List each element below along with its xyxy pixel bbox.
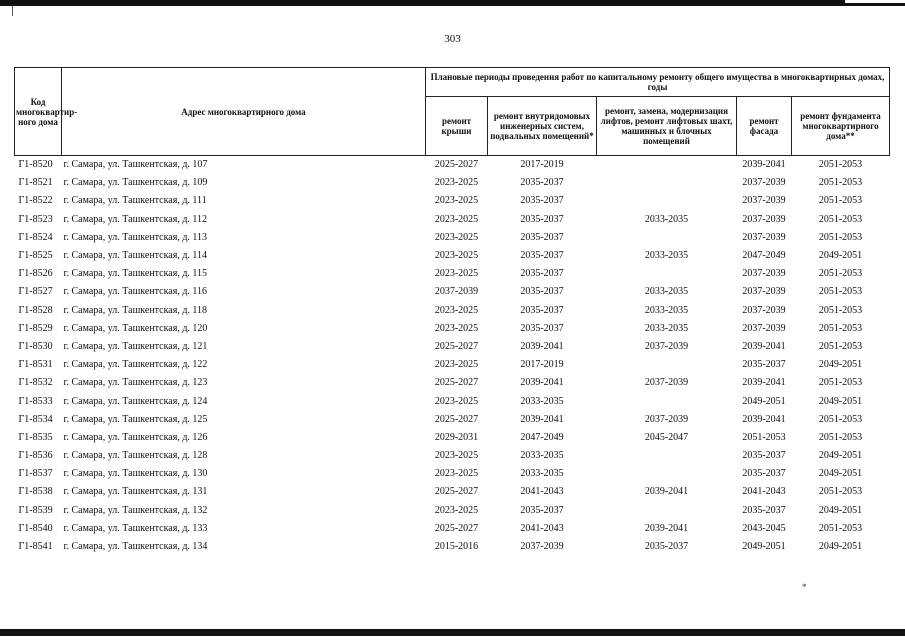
repair-schedule-table xyxy=(14,67,890,556)
scan-edge-tick xyxy=(12,6,13,16)
cell-foundation: 2051-2053 xyxy=(818,304,863,316)
cell-facade: 2037-2039 xyxy=(742,304,786,316)
cell-elevators: 2035-2037 xyxy=(644,541,689,553)
cell-foundation: 2051-2053 xyxy=(818,486,863,498)
header-roof: ремонт крыши xyxy=(426,97,488,156)
cell-foundation: 2051-2053 xyxy=(818,377,863,389)
cell-engineering: 2035-2037 xyxy=(520,195,564,207)
cell-code: Г1-8537 xyxy=(18,468,53,480)
cell-facade: 2047-2049 xyxy=(742,250,786,262)
table-row xyxy=(15,392,890,410)
table-row xyxy=(15,283,890,301)
cell-roof: 2025-2027 xyxy=(434,486,479,498)
cell-foundation: 2049-2051 xyxy=(818,541,863,553)
cell-facade: 2039-2041 xyxy=(742,340,786,352)
cell-facade: 2037-2039 xyxy=(742,322,786,334)
cell-address: г. Самара, ул. Ташкентская, д. 125 xyxy=(63,413,208,425)
cell-code: Г1-8533 xyxy=(18,395,53,407)
cell-engineering: 2035-2037 xyxy=(520,304,564,316)
cell-code: Г1-8523 xyxy=(18,213,53,225)
cell-address: г. Самара, ул. Ташкентская, д. 124 xyxy=(63,395,208,407)
page-number: 303 xyxy=(444,33,461,45)
cell-roof: 2025-2027 xyxy=(434,159,479,171)
cell-facade: 2043-2045 xyxy=(742,522,786,534)
cell-roof: 2023-2025 xyxy=(434,322,479,334)
cell-code: Г1-8530 xyxy=(18,340,53,352)
cell-engineering: 2035-2037 xyxy=(520,268,564,280)
cell-elevators: 2033-2035 xyxy=(644,250,689,262)
cell-address: г. Самара, ул. Ташкентская, д. 118 xyxy=(63,304,208,316)
table-row xyxy=(15,411,890,429)
table-header xyxy=(15,68,890,156)
cell-engineering: 2035-2037 xyxy=(520,213,564,225)
cell-address: г. Самара, ул. Ташкентская, д. 132 xyxy=(63,504,208,516)
cell-engineering: 2041-2043 xyxy=(520,486,564,498)
cell-code: Г1-8531 xyxy=(18,359,53,371)
cell-roof: 2023-2025 xyxy=(434,450,479,462)
cell-elevators: 2045-2047 xyxy=(644,431,689,443)
cell-elevators xyxy=(597,192,737,210)
cell-code: Г1-8521 xyxy=(18,177,53,189)
cell-engineering: 2035-2037 xyxy=(520,322,564,334)
header-code: Код многоквартир-ного дома xyxy=(15,68,62,156)
table-body xyxy=(15,156,890,557)
cell-facade: 2035-2037 xyxy=(742,504,786,516)
cell-roof: 2023-2025 xyxy=(434,268,479,280)
cell-elevators: 2037-2039 xyxy=(644,413,689,425)
cell-facade: 2035-2037 xyxy=(742,359,786,371)
cell-code: Г1-8525 xyxy=(18,250,53,262)
header-engineering: ремонт внутридомовых инженерных систем, подвальных помещений* xyxy=(488,97,597,156)
cell-roof: 2025-2027 xyxy=(434,522,479,534)
table-row xyxy=(15,247,890,265)
cell-address: г. Самара, ул. Ташкентская, д. 109 xyxy=(63,177,208,189)
table-row xyxy=(15,447,890,465)
cell-address: г. Самара, ул. Ташкентская, д. 130 xyxy=(63,468,208,480)
cell-address: г. Самара, ул. Ташкентская, д. 113 xyxy=(63,231,208,243)
cell-foundation: 2051-2053 xyxy=(818,522,863,534)
cell-elevators: 2037-2039 xyxy=(644,340,689,352)
cell-foundation: 2051-2053 xyxy=(818,195,863,207)
cell-foundation: 2051-2053 xyxy=(818,322,863,334)
cell-foundation: 2051-2053 xyxy=(818,413,863,425)
cell-foundation: 2051-2053 xyxy=(818,231,863,243)
stray-mark: * xyxy=(802,582,807,592)
cell-address: г. Самара, ул. Ташкентская, д. 120 xyxy=(63,322,208,334)
table-row xyxy=(15,483,890,501)
header-foundation: ремонт фундамента многоквартирного дома** xyxy=(792,97,890,156)
cell-facade: 2037-2039 xyxy=(742,286,786,298)
cell-facade: 2051-2053 xyxy=(742,431,786,443)
cell-address: г. Самара, ул. Ташкентская, д. 116 xyxy=(63,286,208,298)
cell-elevators: 2039-2041 xyxy=(644,522,689,534)
cell-foundation: 2049-2051 xyxy=(818,468,863,480)
table-row xyxy=(15,156,890,175)
header-facade: ремонт фасада xyxy=(737,97,792,156)
cell-foundation: 2051-2053 xyxy=(818,286,863,298)
cell-elevators xyxy=(597,156,737,175)
cell-elevators: 2037-2039 xyxy=(644,377,689,389)
cell-code: Г1-8540 xyxy=(18,522,53,534)
cell-address: г. Самара, ул. Ташкентская, д. 126 xyxy=(63,431,208,443)
table-row xyxy=(15,320,890,338)
cell-code: Г1-8522 xyxy=(18,195,53,207)
header-address: Адрес многоквартирного дома xyxy=(62,68,426,156)
table-row xyxy=(15,502,890,520)
cell-facade: 2037-2039 xyxy=(742,268,786,280)
cell-elevators xyxy=(597,392,737,410)
table-row xyxy=(15,465,890,483)
cell-engineering: 2033-2035 xyxy=(520,395,564,407)
cell-roof: 2023-2025 xyxy=(434,213,479,225)
cell-engineering: 2039-2041 xyxy=(520,340,564,352)
header-planned-periods: Плановые периоды проведения работ по капитальному ремонту общего имущества в многоквартирных домах, годы xyxy=(426,68,890,97)
cell-roof: 2023-2025 xyxy=(434,304,479,316)
cell-elevators: 2039-2041 xyxy=(644,486,689,498)
cell-roof: 2023-2025 xyxy=(434,395,479,407)
table-row xyxy=(15,356,890,374)
cell-elevators: 2033-2035 xyxy=(644,213,689,225)
cell-code: Г1-8524 xyxy=(18,231,53,243)
cell-facade: 2039-2041 xyxy=(742,413,786,425)
cell-code: Г1-8536 xyxy=(18,450,53,462)
table-row xyxy=(15,211,890,229)
cell-roof: 2025-2027 xyxy=(434,413,479,425)
cell-address: г. Самара, ул. Ташкентская, д. 111 xyxy=(63,195,207,207)
cell-code: Г1-8520 xyxy=(18,159,53,171)
cell-code: Г1-8539 xyxy=(18,504,53,516)
cell-code: Г1-8532 xyxy=(18,377,53,389)
cell-engineering: 2041-2043 xyxy=(520,522,564,534)
cell-roof: 2023-2025 xyxy=(434,359,479,371)
cell-roof: 2025-2027 xyxy=(434,340,479,352)
cell-roof: 2023-2025 xyxy=(434,195,479,207)
scan-border-top xyxy=(0,0,905,6)
table-row xyxy=(15,338,890,356)
cell-foundation: 2049-2051 xyxy=(818,359,863,371)
table-row xyxy=(15,192,890,210)
table-row xyxy=(15,174,890,192)
cell-engineering: 2035-2037 xyxy=(520,250,564,262)
cell-elevators: 2033-2035 xyxy=(644,286,689,298)
cell-facade: 2037-2039 xyxy=(742,195,786,207)
cell-foundation: 2051-2053 xyxy=(818,268,863,280)
cell-engineering: 2047-2049 xyxy=(520,431,564,443)
cell-roof: 2023-2025 xyxy=(434,177,479,189)
cell-address: г. Самара, ул. Ташкентская, д. 122 xyxy=(63,359,208,371)
cell-address: г. Самара, ул. Ташкентская, д. 128 xyxy=(63,450,208,462)
cell-engineering: 2033-2035 xyxy=(520,468,564,480)
cell-engineering: 2017-2019 xyxy=(520,159,564,171)
cell-code: Г1-8527 xyxy=(18,286,53,298)
cell-elevators xyxy=(597,465,737,483)
cell-elevators xyxy=(597,229,737,247)
cell-roof: 2023-2025 xyxy=(434,231,479,243)
cell-address: г. Самара, ул. Ташкентская, д. 131 xyxy=(63,486,208,498)
cell-roof: 2023-2025 xyxy=(434,250,479,262)
cell-facade: 2039-2041 xyxy=(742,377,786,389)
cell-foundation: 2051-2053 xyxy=(818,431,863,443)
table-row xyxy=(15,265,890,283)
cell-engineering: 2035-2037 xyxy=(520,504,564,516)
cell-code: Г1-8528 xyxy=(18,304,53,316)
cell-facade: 2037-2039 xyxy=(742,231,786,243)
cell-roof: 2037-2039 xyxy=(434,286,479,298)
cell-code: Г1-8529 xyxy=(18,322,53,334)
cell-foundation: 2049-2051 xyxy=(818,250,863,262)
header-elevators: ремонт, замена, модернизация лифтов, ремонт лифтовых шахт, машинных и блочных помещений xyxy=(597,97,737,156)
cell-elevators xyxy=(597,502,737,520)
cell-engineering: 2035-2037 xyxy=(520,231,564,243)
cell-elevators: 2033-2035 xyxy=(644,304,689,316)
cell-elevators xyxy=(597,174,737,192)
table-row xyxy=(15,538,890,556)
cell-elevators xyxy=(597,265,737,283)
cell-elevators xyxy=(597,447,737,465)
cell-engineering: 2039-2041 xyxy=(520,377,564,389)
cell-code: Г1-8541 xyxy=(18,541,53,553)
cell-code: Г1-8534 xyxy=(18,413,53,425)
cell-roof: 2025-2027 xyxy=(434,377,479,389)
cell-facade: 2049-2051 xyxy=(742,541,786,553)
cell-address: г. Самара, ул. Ташкентская, д. 107 xyxy=(63,159,208,171)
cell-facade: 2035-2037 xyxy=(742,450,786,462)
cell-facade: 2037-2039 xyxy=(742,177,786,189)
cell-code: Г1-8535 xyxy=(18,431,53,443)
cell-roof: 2023-2025 xyxy=(434,468,479,480)
cell-foundation: 2049-2051 xyxy=(818,450,863,462)
scan-border-bottom xyxy=(0,629,905,636)
cell-facade: 2049-2051 xyxy=(742,395,786,407)
cell-engineering: 2037-2039 xyxy=(520,541,564,553)
cell-engineering: 2035-2037 xyxy=(520,286,564,298)
table-row xyxy=(15,229,890,247)
cell-facade: 2035-2037 xyxy=(742,468,786,480)
cell-roof: 2015-2016 xyxy=(434,541,479,553)
cell-roof: 2023-2025 xyxy=(434,504,479,516)
cell-foundation: 2051-2053 xyxy=(818,213,863,225)
cell-address: г. Самара, ул. Ташкентская, д. 123 xyxy=(63,377,208,389)
cell-facade: 2041-2043 xyxy=(742,486,786,498)
cell-facade: 2039-2041 xyxy=(742,159,786,171)
cell-foundation: 2051-2053 xyxy=(818,177,863,189)
cell-address: г. Самара, ул. Ташкентская, д. 115 xyxy=(63,268,208,280)
cell-foundation: 2049-2051 xyxy=(818,395,863,407)
table-row xyxy=(15,429,890,447)
cell-engineering: 2039-2041 xyxy=(520,413,564,425)
cell-address: г. Самара, ул. Ташкентская, д. 114 xyxy=(63,250,208,262)
table-row xyxy=(15,302,890,320)
cell-address: г. Самара, ул. Ташкентская, д. 133 xyxy=(63,522,208,534)
cell-code: Г1-8526 xyxy=(18,268,53,280)
cell-engineering: 2035-2037 xyxy=(520,177,564,189)
cell-foundation: 2051-2053 xyxy=(818,159,863,171)
table-row xyxy=(15,520,890,538)
cell-engineering: 2033-2035 xyxy=(520,450,564,462)
cell-roof: 2029-2031 xyxy=(434,431,479,443)
table-row xyxy=(15,374,890,392)
cell-code: Г1-8538 xyxy=(18,486,53,498)
cell-facade: 2037-2039 xyxy=(742,213,786,225)
cell-foundation: 2049-2051 xyxy=(818,504,863,516)
cell-address: г. Самара, ул. Ташкентская, д. 134 xyxy=(63,541,208,553)
cell-address: г. Самара, ул. Ташкентская, д. 121 xyxy=(63,340,208,352)
cell-elevators: 2033-2035 xyxy=(644,322,689,334)
cell-elevators xyxy=(597,356,737,374)
cell-foundation: 2051-2053 xyxy=(818,340,863,352)
cell-engineering: 2017-2019 xyxy=(520,359,564,371)
cell-address: г. Самара, ул. Ташкентская, д. 112 xyxy=(63,213,208,225)
